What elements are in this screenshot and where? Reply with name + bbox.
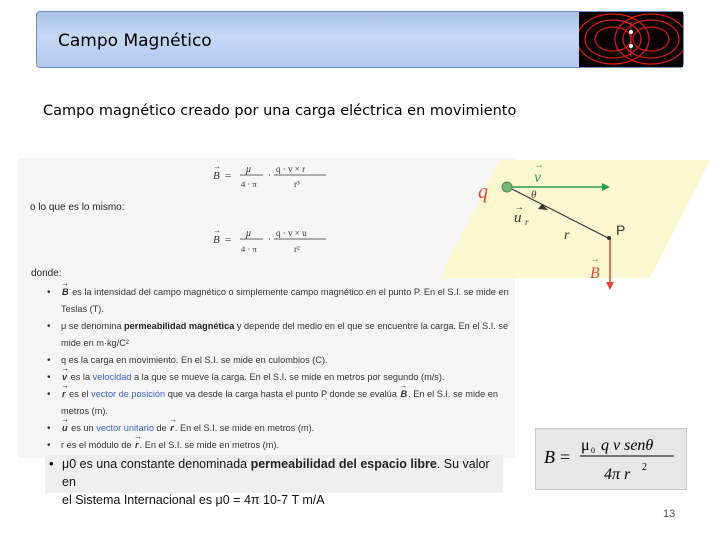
svg-text:r³: r³ bbox=[294, 179, 300, 189]
theta-label: θ bbox=[531, 189, 537, 201]
donde-label: donde: bbox=[31, 268, 62, 279]
magnitude-formula-box bbox=[535, 428, 687, 490]
svg-text:·: · bbox=[268, 170, 271, 180]
formula1-lhs: B bbox=[213, 170, 220, 182]
svg-text:→: → bbox=[514, 202, 524, 213]
svg-text:·: · bbox=[268, 234, 271, 244]
svg-text:2: 2 bbox=[642, 462, 647, 473]
svg-text:=: = bbox=[225, 170, 232, 182]
svg-text:q · v × r: q · v × r bbox=[276, 164, 306, 174]
svg-text:μ: μ bbox=[246, 228, 252, 239]
svg-text:4 · π: 4 · π bbox=[241, 179, 257, 189]
svg-text:q · v × u: q · v × u bbox=[276, 228, 307, 238]
charge-label: q bbox=[478, 181, 488, 203]
distance-label: r bbox=[564, 228, 570, 243]
title-banner bbox=[36, 11, 684, 68]
svg-text:4π r: 4π r bbox=[604, 466, 631, 483]
svg-text:μ: μ bbox=[246, 164, 252, 175]
svg-text:→: → bbox=[590, 254, 600, 265]
moving-charge-diagram bbox=[430, 158, 715, 298]
page-number: 13 bbox=[663, 508, 676, 520]
list-item: • → r es el vector de posición que va desde la carga hasta el punto P donde se evalúa → B. En el S.I. se mide en metros (m). bbox=[45, 386, 515, 420]
svg-text:4 · π: 4 · π bbox=[241, 244, 257, 254]
svg-text:q v senθ: q v senθ bbox=[601, 437, 654, 454]
list-item: • → B es la intensidad del campo magnético o simplemente campo magnético en el punto P. En el S.I. se mide en Teslas (T). bbox=[45, 284, 515, 318]
magnitude-formula bbox=[536, 429, 686, 489]
field-label: B bbox=[590, 265, 600, 282]
list-item: • → u es un vector unitario de → r. En el S.I. se mide en metros (m). bbox=[45, 420, 515, 437]
definitions-list bbox=[45, 284, 515, 454]
svg-text:B: B bbox=[544, 447, 555, 467]
svg-text:r²: r² bbox=[294, 244, 300, 254]
slide-subtitle: Campo magnético creado por una carga eléctrica en movimiento bbox=[43, 103, 517, 119]
svg-text:→: → bbox=[213, 226, 221, 235]
svg-text:μ: μ bbox=[581, 437, 590, 454]
unit-vector-label: u bbox=[514, 210, 522, 226]
list-item: • r es el módulo de → r. En el S.I. se mide en metros (m). bbox=[45, 437, 515, 454]
svg-text:B: B bbox=[213, 234, 220, 246]
point-label: P bbox=[616, 222, 626, 238]
velocity-label: v bbox=[534, 169, 542, 186]
formula-unit-vector bbox=[208, 222, 358, 260]
svg-text:→: → bbox=[213, 162, 221, 171]
slide-title: Campo Magnético bbox=[58, 31, 212, 51]
mu0-definition: • μ0 es una constante denominada permeabilidad del espacio libre. Su valor en el Sistema Internacional es μ0 = 4π 10-7 T m/A bbox=[45, 455, 503, 493]
list-item: • → v es la velocidad a la que se mueve la carga. En el S.I. se mide en metros por segundo (m/s). bbox=[45, 369, 515, 386]
intro-text: o lo que es lo mismo: bbox=[30, 202, 125, 213]
svg-text:=: = bbox=[560, 447, 571, 467]
field-lines-icon bbox=[579, 12, 683, 67]
list-item: • q es la carga en movimiento. En el S.I. se mide en culombios (C). bbox=[45, 352, 515, 369]
svg-text:0: 0 bbox=[591, 446, 595, 455]
svg-text:=: = bbox=[225, 234, 232, 246]
list-item: • μ se denomina permeabilidad magnética y depende del medio en el que se encuentre la carga. En el S.I. se mide en m·kg/C² bbox=[45, 318, 515, 352]
plane-shape bbox=[440, 160, 710, 278]
magnetic-field-lines-image bbox=[579, 12, 683, 67]
formula-cross-product bbox=[208, 160, 358, 194]
charge-dot bbox=[502, 182, 512, 192]
svg-text:r: r bbox=[525, 217, 529, 227]
svg-text:→: → bbox=[534, 160, 544, 171]
